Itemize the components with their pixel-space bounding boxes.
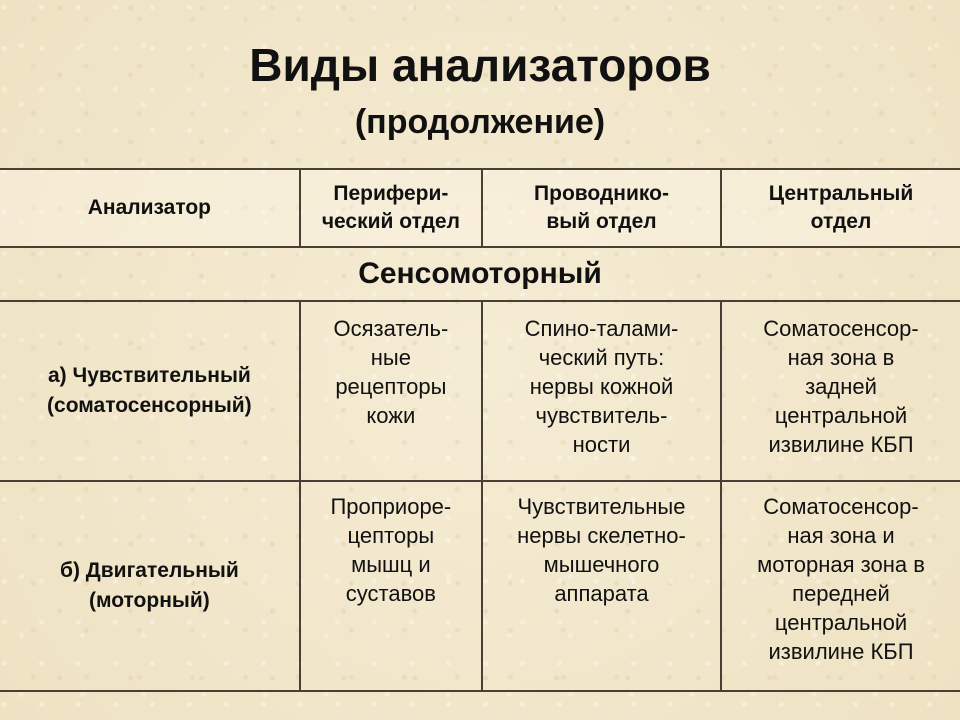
row-central-cell: Соматосенсор- ная зона и моторная зона в передней центральной извилине КБП	[721, 481, 960, 691]
row-peripheral-cell: Проприоре- цепторы мышц и суставов	[300, 481, 482, 691]
row-central-cell: Соматосенсор- ная зона в задней центральной извилине КБП	[721, 301, 960, 481]
table-row	[0, 301, 960, 481]
header-analyzer: Анализатор	[0, 169, 300, 247]
table-row	[0, 481, 960, 691]
header-peripheral: Перифери- ческий отдел	[300, 169, 482, 247]
section-title: Сенсомоторный	[0, 247, 960, 301]
section-row	[0, 247, 960, 301]
header-central: Центральный отдел	[721, 169, 960, 247]
row-analyzer-cell: б) Двигательный (моторный)	[0, 481, 300, 691]
analyzers-table	[0, 168, 960, 692]
row-conductive-cell: Чувствительные нервы скелетно- мышечного аппарата	[482, 481, 721, 691]
slide-title: Виды анализаторов	[249, 39, 711, 91]
row-conductive-cell: Спино-талами- ческий путь: нервы кожной чувствитель- ности	[482, 301, 721, 481]
table-header-row	[0, 169, 960, 247]
slide-subtitle: (продолжение)	[354, 103, 606, 141]
row-analyzer-cell: а) Чувствительный (соматосенсорный)	[0, 301, 300, 481]
header-conductive: Проводнико- вый отдел	[482, 169, 721, 247]
row-peripheral-cell: Осязатель- ные рецепторы кожи	[300, 301, 482, 481]
